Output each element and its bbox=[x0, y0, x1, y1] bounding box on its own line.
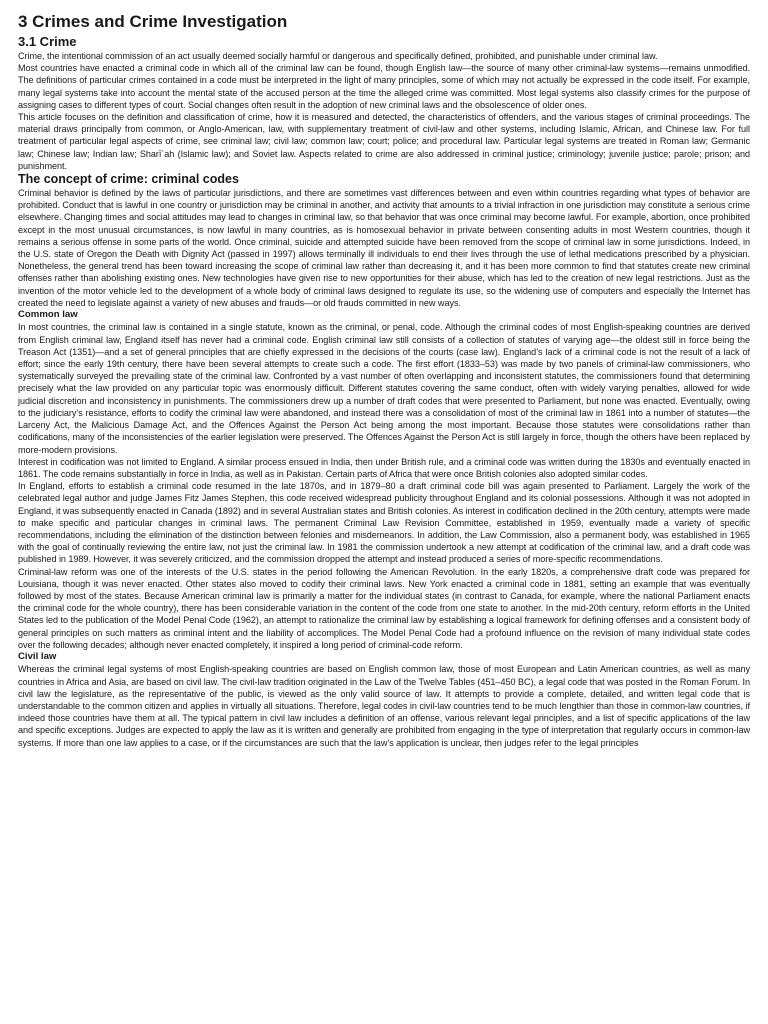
common-law-paragraph-2: Interest in codification was not limited to England. A similar process ensued in India, then under British rule, and a criminal code was written during the 1830s and eventually enacted in 1861. The code remains substantially in force in India, as well as in Pakistan. Certain parts of Africa that were once British colonies also adopted similar codes. bbox=[18, 456, 750, 479]
section-title: 3.1 Crime bbox=[18, 34, 77, 49]
common-law-paragraph-3: In England, efforts to establish a criminal code resumed in the late 1870s, and in 1879–80 a draft criminal code bill was again presented to Parliament. Largely the work of the celebrated legal author and judge James Fitz James Stephen, this code received widespread publicity throughout England and its colonial possessions. Although it was not adopted in England, it was subsequently enacted in Canada (1892) and in several Australian states and British colonies. As interest in codification declined in the 20th century, attempts were made to make specific and particular changes in criminal laws. The permanent Criminal Law Revision Committee, established in 1959, eventually made a variety of specific recommendations, including the elimination of the distinction between felonies and misdemeanors. In addition, the Law Commission, also a permanent body, was established in 1965 with the goal of continually reviewing the entire law, not just the criminal law. In 1981 the commission undertook a new attempt at codification of the criminal law, and a draft code was published in 1989. However, it was severely criticized, and the commission dropped the attempt and instead produced a series of more-specific recommendations. bbox=[18, 481, 750, 565]
chapter-title: 3 Crimes and Crime Investigation bbox=[18, 12, 288, 31]
common-law-heading: Common law bbox=[18, 309, 78, 321]
intro-paragraph-2: Most countries have enacted a criminal code in which all of the criminal law can be found, though English law—the source of many other criminal-law systems—remains unmodified. The definitions of particular crimes contained in a code must be interpreted in the light of many principles, some of which may not actually be expressed in the code itself. For example, many legal systems take into account the mental state of the accused person at the time the alleged crime was committed. Most legal systems also classify crimes for the purpose of assigning cases to different types of court. Social changes often result in the adoption of new criminal laws and the obsolescence of older ones. bbox=[18, 63, 750, 110]
civil-law-paragraph: Whereas the criminal legal systems of most English-speaking countries are based on English common law, those of most European and Latin American countries, as well as many countries in Africa and Asia, are based on civil law. The civil-law tradition originated in the Law of the Twelve Tables (451–450 BC), a legal code that was posted in the Roman Forum. In civil law the legislature, as the representative of the public, is viewed as the only valid source of law. It attempts to provide a complete, detailed, and written legal code that is understandable to the common citizen and applies in virtually all situations. Therefore, legal codes in civil-law countries tend to be much lengthier than those in common-law countries, if indeed those countries have them at all. The typical pattern in civil law includes a definition of an offense, various relevant legal principles, and a list of specific applications of the law and specific exceptions. Judges are expected to apply the law as it is written and generally are prohibited from engaging in the type of interpretation that regularly occurs in common-law systems. If more than one law applies to a case, or if the circumstances are such that the law’s application is unclear, then judges refer to the legal principles bbox=[18, 664, 750, 748]
intro-paragraph-1: Crime, the intentional commission of an act usually deemed socially harmful or dangerous and specifically defined, prohibited, and punishable under criminal law. bbox=[18, 51, 658, 61]
concept-heading: The concept of crime: criminal codes bbox=[18, 172, 239, 187]
common-law-paragraph-4: Criminal-law reform was one of the interests of the U.S. states in the period following the American Revolution. In the early 1820s, a comprehensive draft code was prepared for Louisiana, though it was never enacted. Other states also moved to codify their criminal laws. New York enacted a criminal code in 1881, setting an example that was eventually followed by most of the states. Because American criminal law is primarily a matter for the individual states (in contrast to Canada, for example, where the national Parliament enacts the criminal code for the whole country), there has been considerable variation in the content of the code from one state to another. In the mid-20th century, reform efforts in the United States led to the publication of the Model Penal Code (1962), an attempt to rationalize the criminal law by establishing a logical framework for defining offenses and a consistent body of general principles on such matters as criminal intent and the liability of accomplices. The Model Penal Code had a profound influence on the revision of many individual state codes over the following decades; although never enacted completely, it inspired a long period of criminal-code reform. bbox=[18, 566, 750, 650]
concept-paragraph: Criminal behavior is defined by the laws of particular jurisdictions, and there are sometimes vast differences between and even within countries regarding what types of behavior are prohibited. Conduct that is lawful in one country or jurisdiction may be criminal in another, and activity that amounts to a trivial infraction in one jurisdiction may constitute a serious crime elsewhere. Changing times and social attitudes may lead to changes in criminal law, so that behavior that was once criminal may become lawful. For example, abortion, once prohibited except in the most unusual circumstances, is now lawful in many countries, as is homosexual behavior in private between consenting adults in most Western countries, though it remains a serious offense in some parts of the world. Once criminal, suicide and attempted suicide have been removed from the scope of criminal law in some jurisdictions. Indeed, in the U.S. state of Oregon the Death with Dignity Act (passed in 1997) allows terminally ill individuals to end their lives through the use of lethal medications prescribed by a physician. Nonetheless, the general trend has been toward increasing the scope of criminal law rather than decreasing it, and it has been more common to find that statutes create new criminal offenses rather than abolishing existing ones. New technologies have given rise to new opportunities for their abuse, which has led to the creation of new legal restrictions. Just as the invention of the motor vehicle led to the development of a whole body of criminal laws designed to regulate its use, so the widening use of computers and especially the Internet has created the need to legislate against a variety of new abuses and frauds—or old frauds committed in new ways. bbox=[18, 188, 750, 308]
civil-law-heading: Civil law bbox=[18, 650, 57, 662]
intro-paragraph-3: This article focuses on the definition and classification of crime, how it is measured and detected, the characteristics of offenders, and the various stages of criminal proceedings. The material draws principally from common, or Anglo-American, law, with supplementary treatment of civil-law and other systems, including Islamic, African, and Chinese law. For full treatment of particular legal aspects of crime, see criminal law; civil law; common law; court; police; and procedural law. Particular legal systems are treated in Roman law; Germanic law; Chinese law; Indian law; Sharīʿah (Islamic law); and Soviet law. Aspects related to crime are also addressed in criminal justice; criminology; juvenile justice; parole; prison; and punishment. bbox=[18, 112, 750, 171]
common-law-paragraph-1: In most countries, the criminal law is contained in a single statute, known as the criminal, or penal, code. Although the criminal codes of most English-speaking countries are derived from English criminal law, England itself has never had a criminal code. English criminal law still consists of a collection of statutes of varying age—the oldest still in force being the Treason Act (1351)—and a set of general principles that are chiefly expressed in the decisions of the courts (case law). England’s lack of a criminal code is not the result of a lack of effort; since the early 19th century, there have been several attempts to create such a code. The first effort (1833–53) was made by two panels of criminal-law commissioners, who systematically surveyed the prevailing state of the criminal law. Confronted by a vast number of often overlapping and inconsistent statutes, the commissioners found that determining precisely what the law provided on any particular topic was enormously difficult. Different statutes covering the same conduct, often with widely varying penalties, allowed for wide judicial discretion and inconsistency in punishments. The commissioners drew up a number of draft codes that were presented to Parliament, but none was enacted. Eventually, owing to the judiciary’s resistance, efforts to codify the criminal law were abandoned, and instead there was a consolidation of most of the criminal law in 1861 into a number of statutes—the Larceny Act, the Malicious Damage Act, and the Offences Against the Person Act being among the most important. Because those statutes were consolidations rather than codifications, many of the inconsistencies of the earlier legislation were preserved. The Offences Against the Person Act is still largely in force, though the others have been replaced by more-modern provisions. bbox=[18, 322, 750, 455]
